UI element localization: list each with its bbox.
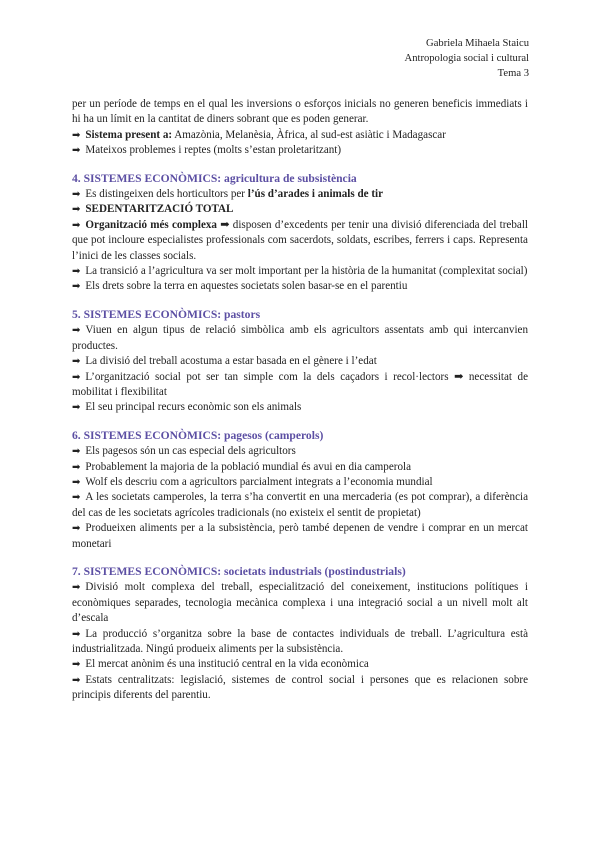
bullet-item (72, 490, 528, 521)
arrow-icon: ➡ (72, 492, 81, 504)
section (72, 307, 528, 416)
sections-container (72, 171, 528, 704)
arrow-icon: ➡ (72, 219, 81, 231)
bullet-item (72, 354, 528, 369)
bullet-text: La producció s’organitza sobre la base de contactes individuals de treball. L’agricultura està industrialitzada. Ningú produeix aliments per la subsistència. (72, 627, 528, 655)
section-heading: 5. SISTEMES ECONÒMICS: pastors (72, 307, 261, 321)
bullet-item (72, 444, 528, 459)
intro-paragraph: per un període de temps en el qual les inversions o esforços inicials no generen beneficis immediats i hi ha un límit en la cantitat de diners sobrant que es poden generar. (72, 98, 528, 126)
document-body (72, 97, 528, 704)
arrow-icon: ➡ (72, 281, 81, 293)
arrow-icon: ➡ (72, 674, 81, 686)
bullet-item (72, 580, 528, 626)
bullet-text: Estats centralitzats: legislació, sistemes de control social i persones que es relacionen sobre principis diferents del parentiu. (72, 673, 528, 702)
bullet-item (72, 279, 528, 294)
problems-item (72, 143, 528, 158)
bullet-text: Probablement la majoria de la població mundial és avui en dia camperola (85, 460, 411, 473)
bullet-item (72, 475, 528, 490)
bullet-item (72, 187, 528, 202)
arrow-icon: ➡ (72, 523, 81, 535)
arrow-icon: ➡ (72, 659, 81, 671)
bullet-text: Divisió molt complexa del treball, especialització del coneixement, institucions polítiques i econòmiques separades, tecnologia mecànica complexa i una integració social a un nivell molt alt d’escala (72, 581, 528, 625)
arrow-icon: ➡ (72, 476, 81, 488)
bullet-text: La divisió del treball acostuma a estar basada en el gènere i l’edat (85, 355, 377, 368)
bullet-item (72, 521, 528, 552)
bullet-item (72, 400, 528, 415)
bullet-text-cont: ➡ disposen d’excedents per tenir una divisió diferenciada del treball que pot incloure especialistes professionals com sacerdots, soldats, escribes, ferrers i caps. Representa l’inici de les classes socials. (72, 218, 528, 262)
arrow-icon: ➡ (72, 402, 81, 414)
bullet-text: L’organització social pot ser tan simple com la dels caçadors i recol·lectors ➡ necessitat de mobilitat i flexibilitat (72, 370, 528, 398)
arrow-icon: ➡ (72, 628, 81, 640)
bullet-item (72, 627, 528, 658)
bullet-bold-text: SEDENTARITZACIÓ TOTAL (85, 203, 234, 216)
bullet-item (72, 218, 528, 264)
bullet-text: A les societats camperoles, la terra s’ha convertit en una mercaderia (es pot comprar), a diferència del cas de les societats agrícoles tradicionals (no existeix el sentit de propietat) (72, 491, 528, 519)
bullet-item (72, 673, 528, 704)
bullet-text: Viuen en algun tipus de relació simbòlica amb els agricultors assentats amb qui intercanvien productes. (72, 324, 528, 352)
present-item (72, 128, 528, 143)
arrow-icon: ➡ (72, 325, 81, 337)
arrow-icon: ➡ (72, 129, 81, 141)
bullet-item (72, 202, 528, 217)
bullet-text: Es distingeixen dels horticultors per (85, 188, 248, 201)
page-header (405, 36, 529, 81)
bullet-text: La transició a l’agricultura va ser molt important per la història de la humanitat (complexitat social) (85, 265, 528, 278)
bullet-text: Els drets sobre la terra en aquestes societats solen basar-se en el parentiu (85, 280, 408, 293)
section (72, 428, 528, 552)
topic-label: Tema 3 (497, 68, 529, 79)
section-heading: 7. SISTEMES ECONÒMICS: societats industrials (postindustrials) (72, 564, 406, 578)
arrow-icon: ➡ (72, 356, 81, 368)
arrow-icon: ➡ (72, 204, 81, 216)
section-heading: 6. SISTEMES ECONÒMICS: pagesos (camperols) (72, 428, 324, 442)
bullet-text: Els pagesos són un cas especial dels agricultors (85, 445, 296, 458)
bullet-text: El mercat anònim és una institució central en la vida econòmica (85, 658, 369, 671)
bullet-item (72, 657, 528, 672)
present-label: Sistema present a: (85, 128, 173, 141)
arrow-icon: ➡ (72, 582, 81, 594)
bullet-item (72, 460, 528, 475)
arrow-icon: ➡ (72, 266, 81, 278)
section-heading: 4. SISTEMES ECONÒMICS: agricultura de subsistència (72, 171, 357, 185)
bullet-bold-text: l’ús d’arades i animals de tir (247, 188, 384, 201)
arrow-icon: ➡ (72, 189, 81, 201)
arrow-icon: ➡ (72, 461, 81, 473)
arrow-icon: ➡ (72, 446, 81, 458)
arrow-icon: ➡ (72, 371, 81, 383)
bullet-item (72, 264, 528, 279)
bullet-item (72, 370, 528, 401)
bullet-text: Produeixen aliments per a la subsistència, però també depenen de vendre i comprar en un mercat monetari (72, 522, 528, 550)
bullet-bold-text: Organització més complexa (85, 218, 217, 231)
bullet-item (72, 323, 528, 354)
section (72, 171, 528, 295)
bullet-text: El seu principal recurs econòmic son els animals (85, 401, 302, 414)
present-text: Amazònia, Melanèsia, Àfrica, al sud-est asiàtic i Madagascar (172, 128, 446, 141)
arrow-icon: ➡ (72, 145, 81, 157)
section (72, 564, 528, 704)
author-name: Gabriela Mihaela Staicu (426, 38, 529, 49)
bullet-text: Wolf els descriu com a agricultors parcialment integrats a l’economia mundial (85, 475, 433, 488)
problems-text: Mateixos problemes i reptes (molts s’estan proletaritzant) (85, 144, 342, 157)
course-name: Antropologia social i cultural (404, 53, 529, 64)
